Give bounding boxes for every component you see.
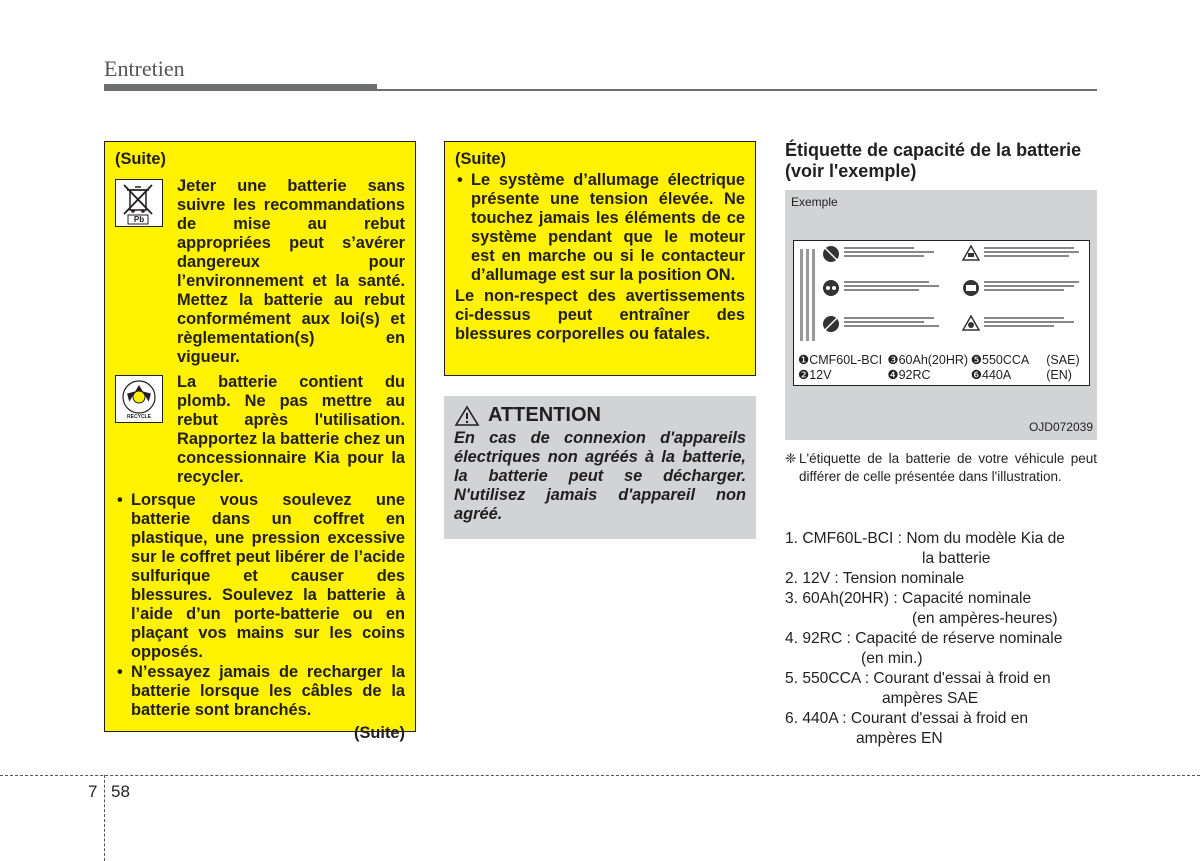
chapter-number: 7: [88, 782, 98, 801]
list-item: [785, 529, 1097, 569]
label-side-text-graphic: [798, 245, 818, 345]
warning-list-left: [115, 491, 405, 720]
label-cell: [962, 315, 1084, 331]
list-item: • Lorsque vous soulevez une batterie dans un coffret en plastique, une pression excessive sur le coffret peut libérer de l’acide sulfurique et causer des blessures. Soulevez la batterie à l’aide d’un porte-batterie ou en plaçant vos mains sur les coins opposés.: [115, 491, 405, 662]
spec-reserve: ❹92RC: [887, 368, 931, 382]
spec-standard: (EN): [1046, 368, 1072, 382]
attention-heading: [454, 404, 746, 427]
spec-en: ❻440A: [970, 368, 1012, 382]
footer-rule: [0, 775, 1200, 776]
page-number: 58: [111, 782, 130, 801]
attention-title: ATTENTION: [488, 404, 601, 426]
spec-standard: (SAE): [1046, 353, 1080, 367]
definition-continuation: (en ampères-heures): [912, 610, 1058, 627]
label-cell: [822, 315, 944, 333]
recycle-icon: [115, 375, 163, 423]
attention-text: En cas de connexion d'appareils électriques non agréés à la batterie, la batterie peut se décharger. N'utilisez jamais d'appareil non agréé.: [454, 429, 746, 523]
recycle-label: RECYCLE: [127, 414, 151, 420]
attention-box: [444, 396, 756, 539]
spec-capacity: ❸60Ah(20HR): [887, 353, 969, 367]
footer-divider: [104, 775, 105, 861]
list-item: • Le système d’allumage électrique présente une tension élevée. Ne touchez jamais les éléments de ce système pendant que le moteur est en marche ou si le contacteur d’allumage est sur la position ON.: [455, 171, 745, 285]
spec-voltage: ❷12V: [798, 368, 832, 382]
page-header-title: Entretien: [104, 56, 185, 81]
list-item: [785, 569, 1097, 589]
list-item: • N’essayez jamais de recharger la batterie lorsque les câbles de la batterie sont branchés.: [115, 663, 405, 720]
definition-line: 3. 60Ah(20HR) : Capacité nominale: [785, 590, 1032, 607]
warning-box-left: [104, 141, 416, 742]
read-manual-icon: [962, 279, 980, 297]
definition-line: 1. CMF60L-BCI : Nom du modèle Kia de: [785, 530, 1065, 547]
warning-triangle-icon: [454, 405, 480, 427]
definition-list: [785, 529, 1097, 749]
label-cell: [962, 245, 1084, 261]
image-code: OJD072039: [1028, 420, 1093, 434]
label-cell: [822, 279, 944, 297]
label-warning-grid: [822, 245, 1086, 351]
lead-warning: [115, 373, 405, 487]
label-spec-table: [798, 353, 1086, 383]
section-title: Étiquette de capacité de la batterie (voir l'exemple): [785, 140, 1082, 181]
pb-label: Pb: [133, 215, 145, 224]
no-flame-icon: [822, 245, 840, 263]
definition-line: 2. 12V : Tension nominale: [785, 570, 965, 587]
spec-row: [798, 368, 1086, 383]
spec-model: ❶CMF60L-BCI: [798, 353, 883, 367]
illustration-note: [785, 450, 1097, 486]
suite-label-bottom: (Suite): [354, 724, 405, 742]
warning-list-middle: [455, 171, 745, 285]
definition-continuation: ampères SAE: [882, 690, 979, 707]
definition-continuation: ampères EN: [856, 730, 943, 747]
example-label: Exemple: [791, 195, 838, 209]
label-cell: [822, 245, 944, 263]
definition-continuation: la batterie: [922, 550, 991, 567]
definition-line: 5. 550CCA : Courant d'essai à froid en: [785, 670, 1051, 687]
warning-closing: Le non-respect des avertissements ci-dessus peut entraîner des blessures corporelles ou fatales.: [455, 287, 745, 343]
list-item: [785, 589, 1097, 629]
spec-row: [798, 353, 1086, 368]
definition-line: 6. 440A : Courant d'essai à froid en: [785, 710, 1029, 727]
suite-label-top: (Suite): [115, 150, 166, 168]
suite-label-top: (Suite): [455, 150, 506, 168]
definition-line: 4. 92RC : Capacité de réserve nominale: [785, 630, 1063, 647]
keep-away-children-icon: [822, 315, 840, 333]
eye-protection-icon: [822, 279, 840, 297]
crossed-bin-icon: [115, 179, 163, 227]
label-cell: [962, 279, 1084, 297]
header-rule-thick: [104, 84, 377, 91]
list-item: [785, 629, 1097, 669]
spec-cca: ❺550CCA: [970, 353, 1030, 367]
explosion-warning-icon: [962, 315, 980, 331]
list-item: [785, 669, 1097, 709]
lead-warning-text: La batterie contient du plomb. Ne pas mettre au rebut après l'utilisation. Rapportez la batterie chez un concessionnaire Kia pour la recycler.: [177, 373, 405, 486]
note-marker: ❈: [785, 451, 797, 466]
warning-box-middle: [444, 141, 756, 376]
acid-warning-icon: [962, 245, 980, 261]
note-text: L'étiquette de la batterie de votre véhicule peut différer de celle présentée dans l'illustration.: [799, 451, 1097, 484]
definition-continuation: (en min.): [861, 650, 923, 667]
disposal-warning: [115, 177, 405, 367]
battery-label-illustration: [793, 240, 1090, 386]
disposal-warning-text: Jeter une batterie sans suivre les recommandations de mise au rebut appropriées peut s’avérer dangereux pour l’environnement et la santé. Mettez la batterie au rebut conformément aux loi(s) et règlementation(s) en vigueur.: [177, 177, 405, 366]
list-item: [785, 709, 1097, 749]
header-rule-thin: [377, 89, 1097, 91]
